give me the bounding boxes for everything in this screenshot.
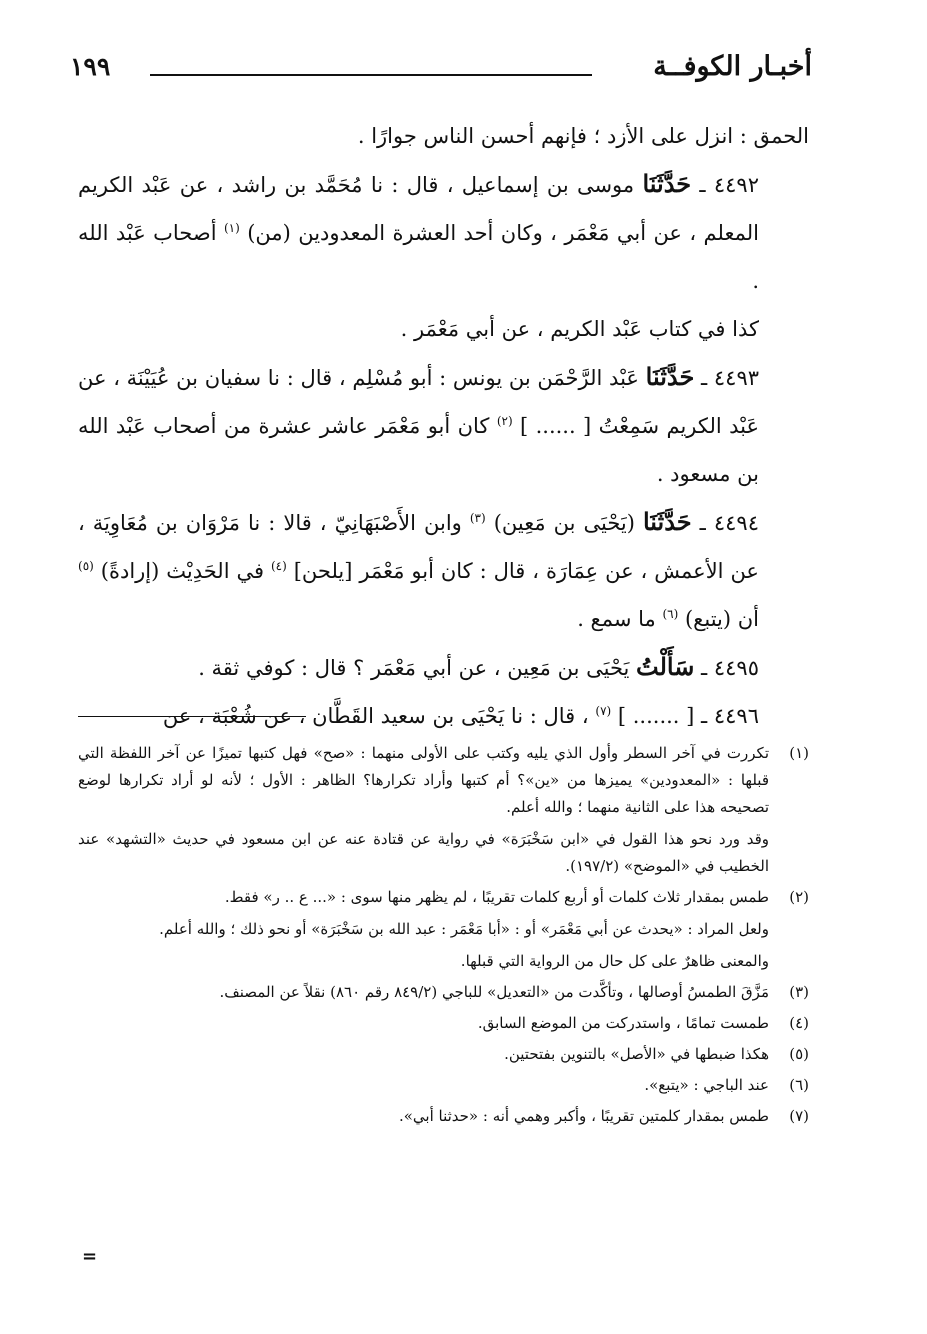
footnote-number: (١) xyxy=(789,744,809,762)
hadith-4495 xyxy=(78,643,809,692)
hadith-text: وابن الأَصْبَهَانِيّ ، قالا : نا مَرْوَان بن مُعَاوِيَة ، عن الأعمش ، عن عِمَارَة ، قال : كان أبو مَعْمَر [يلحن] xyxy=(78,511,759,583)
hadith-text: ، قال : نا يَحْيَى بن سعيد القَطَّان ، عن شُعْبَة ، عن xyxy=(162,704,589,728)
hadith-number: ٤٤٩٢ ـ xyxy=(699,173,759,197)
footnote-ref[interactable]: (١) xyxy=(223,221,240,235)
footnote-text: والمعنى ظاهرٌ على كل حال من الرواية التي قبلها. xyxy=(460,952,769,970)
footnote-7 xyxy=(78,1103,809,1130)
footnote-4 xyxy=(78,1010,809,1037)
hadith-lead: حَدَّثَنَا xyxy=(645,362,695,391)
footnote-body xyxy=(78,1103,769,1130)
footnote-body xyxy=(78,1041,769,1068)
footnote-3 xyxy=(78,979,809,1006)
footnote-number: (٤) xyxy=(789,1014,809,1032)
hadith-text: ما سمع . xyxy=(577,607,656,631)
hadith-4492 xyxy=(78,160,809,305)
hadith-number: ٤٤٩٣ ـ xyxy=(701,366,760,390)
hadith-4493 xyxy=(78,353,809,498)
footnote-text: ولعل المراد : «يحدث عن أبي مَعْمَر» أو : «أبا مَعْمَر : عبد الله بن سَخْبَرَة» أو نحو ذلك ؛ والله أعلم. xyxy=(159,920,769,938)
running-title: أخبـار الكوفــة xyxy=(653,51,812,82)
footnote-text: عند الباجي : «يتبع». xyxy=(644,1076,769,1094)
footnote-body xyxy=(78,884,769,975)
footnote-ref[interactable]: (٥) xyxy=(78,559,94,573)
hadith-text: [ ....... ] xyxy=(617,704,695,728)
hadith-number: ٤٤٩٦ ـ xyxy=(701,704,759,728)
page-header xyxy=(70,50,812,90)
hadith-text: كان أبو مَعْمَر عاشر عشرة من أصحاب عَبْد الله بن مسعود . xyxy=(78,414,759,486)
hadith-text: (يَحْيَى بن مَعِين) xyxy=(493,511,635,535)
hadith-4494 xyxy=(78,498,809,643)
footnote-separator xyxy=(78,716,306,717)
footnote-1 xyxy=(78,740,809,880)
paragraph-note: كذا في كتاب عَبْد الكريم ، عن أبي مَعْمَر . xyxy=(400,317,759,341)
hadith-lead: حَدَّثَنَا xyxy=(642,507,692,536)
footnote-number: (٣) xyxy=(789,983,809,1001)
footnote-body xyxy=(78,1010,769,1037)
header-rule xyxy=(150,74,592,76)
footnote-text: طمست تمامًا ، واستدركت من الموضع السابق. xyxy=(477,1014,769,1032)
footnote-number: (٦) xyxy=(789,1076,809,1094)
footnote-5 xyxy=(78,1041,809,1068)
footnote-number: (٥) xyxy=(789,1045,809,1063)
hadith-lead: سَأَلْتُ xyxy=(636,652,695,681)
hadith-number: ٤٤٩٥ ـ xyxy=(701,656,759,680)
hadith-text: يَحْيَى بن مَعِين ، عن أبي مَعْمَر ؟ قال : كوفي ثقة . xyxy=(198,656,630,680)
hadith-text: عَبْد الرَّحْمَن بن يونس : أبو مُسْلِم ، قال : نا سفيان بن عُيَيْنَة ، عن عَبْد الكريم سَمِعْتُ [ ...... ] xyxy=(78,366,759,438)
main-text xyxy=(78,112,809,740)
hadith-text: في الحَدِيْث (إرادةً) xyxy=(100,559,264,583)
footnote-ref[interactable]: (٢) xyxy=(496,414,513,428)
footnote-text: وقد ورد نحو هذا القول في «ابن سَخْبَرَة» في رواية عن قتادة عنه عن ابن مسعود في حديث «التشهد» عند الخطيب في «الموضح» (١٩٧/٢). xyxy=(78,830,769,875)
paragraph-0: الحمق : انزل على الأزد ؛ فإنهم أحسن الناس جوارًا . xyxy=(357,124,809,148)
footnote-ref[interactable]: (٣) xyxy=(469,511,486,525)
footnote-ref[interactable]: (٤) xyxy=(270,559,287,573)
footnotes xyxy=(78,740,809,1134)
hadith-text: موسى بن إسماعيل ، قال : نا مُحَمَّد بن راشد ، عن عَبْد الكريم المعلم ، عن أبي مَعْمَر ، وكان أحد العشرة المعدودين (من) xyxy=(78,173,759,245)
hadith-text: أصحاب عَبْد الله . xyxy=(78,221,759,293)
footnote-text: طمس بمقدار كلمتين تقريبًا ، وأكبر وهمي أنه : «حدثنا أبي». xyxy=(398,1107,769,1125)
hadith-text: أن (يتبع) xyxy=(684,607,759,631)
footnote-body xyxy=(78,1072,769,1099)
page-number: ١٩٩ xyxy=(70,52,111,81)
footnote-number: (٢) xyxy=(789,888,809,906)
footnote-body xyxy=(78,979,769,1006)
footnote-body xyxy=(78,740,769,880)
footnote-text: طمس بمقدار ثلاث كلمات أو أربع كلمات تقريبًا ، لم يظهر منها سوى : «... ع .. ر» فقط. xyxy=(224,888,769,906)
footnote-text: مَزَّقَ الطمسُ أوصالها ، وتأكَّدت من «التعديل» للباجي (٨٤٩/٢ رقم ٨٦٠) نقلاً عن المصنف. xyxy=(219,983,769,1001)
hadith-number: ٤٤٩٤ ـ xyxy=(699,511,759,535)
footnote-6 xyxy=(78,1072,809,1099)
footnote-ref[interactable]: (٧) xyxy=(595,704,612,718)
hadith-lead: حَدَّثَنَا xyxy=(642,169,692,198)
footnote-2 xyxy=(78,884,809,975)
footnote-text: هكذا ضبطها في «الأصل» بالتنوين بفتحتين. xyxy=(504,1045,769,1063)
footnote-number: (٧) xyxy=(789,1107,809,1125)
continuation-mark: = xyxy=(82,1246,98,1267)
footnote-text: تكررت في آخر السطر وأول الذي يليه وكتب على الأولى منهما : «صح» فهل كتبها تميزًا عن آخر اللفظة التي قبلها : «المعدودين» يميزها من «ين»؟ أم كتبها وأراد تكرارها؟ الظاهر : الأول ؛ لأنه لو أراد تكرارها لوضع تصحيحه هذا على الثانية منهما ؛ والله أعلم. xyxy=(78,744,769,816)
footnote-ref[interactable]: (٦) xyxy=(662,607,679,621)
